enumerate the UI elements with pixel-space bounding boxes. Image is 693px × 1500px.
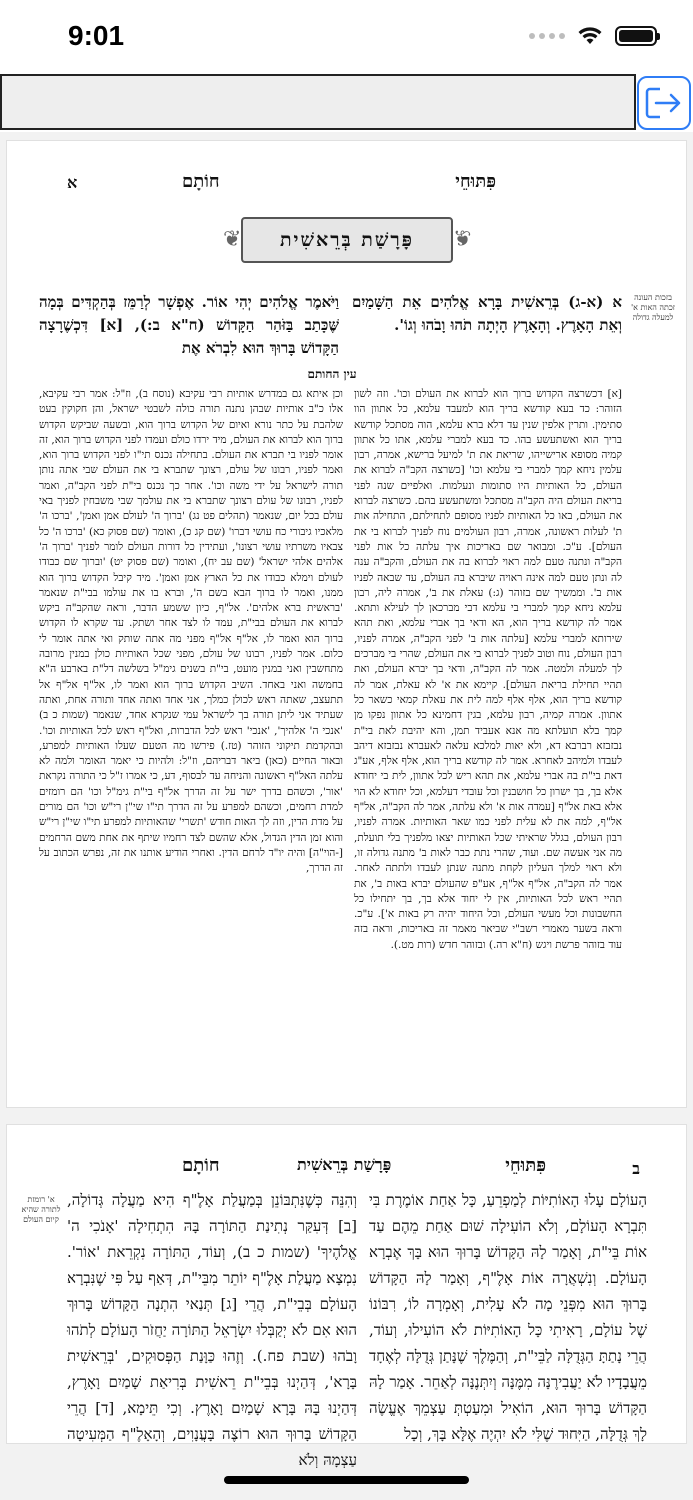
- exit-arrow-icon: [644, 85, 684, 121]
- page-header-right: פִּתּוּחֵי: [455, 171, 496, 192]
- exit-button[interactable]: [637, 76, 691, 130]
- side-note: בזכות העונה זכתה האות א' למעלה גדולה: [630, 293, 676, 322]
- status-bar: [0, 0, 693, 74]
- wifi-icon: [577, 26, 603, 46]
- page-header-middle: פָּרָשַׁת בְּרֵאשִׁית: [297, 1155, 392, 1174]
- book-page-1[interactable]: [6, 140, 687, 1108]
- page-number: ב: [632, 1159, 640, 1178]
- commentary-left-column: וכן איתא גם במדרש אותיות רבי עקיבא (נוסח ב), וז"ל: אמר רבי עקיבא, אלו כ"ב אותיות שבהן נתנה תורה כולה לשבטי ישראל, והן חקוקין בעט שלהבת על כתר נורא ואיום של הקדוש ברוך הוא, ובשעה שביקש הקדוש ברוך הוא לברוא את העולם, מיד ירדו כולם ועמדו לפני הקדוש ברוך הוא, זה אומר לפניו בי תברא את העולם. בתחילה נכנס תי"ו לפני הקדוש ברוך הוא, ואמר לפניו, רבונו של עולם, רצונך שתברא בי את העולם שבי אתה נותן תורה לישראל על ידי משה וכו'. אחר כך נכנס בי"ת לפני הקב"ה, ואמר לפניו, רבונו של עולם רצונך שתברא בי את עולמך שבי משבחין לפניך באי עולם בכל יום, שנאמר (תהלים פט נג) 'ברוך ה' לעולם אמן ואמן', 'ברכו ה' מלאכיו גיבורי כח עושי דברו' (שם קג כ), ואומר (שם פסוק כא) 'ברכו ה' כל צבאיו משרתיו עושי רצונו', ועתידין כל דורות העולם לומר לפניך 'ברוך ה' אלהים אלהי ישראל' (שם עב יח), ואומר (שם פסוק יט) 'וברוך שם כבודו לעולם וימלא כבודו את כל הארץ אמן ואמן'. מיד קיבל הקדוש ברוך הוא ממנו, ואמר לו ברוך הבא בשם ה', וברא בו את עולמו בבי"ת שנאמר 'בראשית ברא אלהים'. אל"ף, כיון ששמע הדבר, וראה שהקב"ה ביקש לברוא את העולם בבי"ת, עמד לו לצד אחר ושתק. עד שקרא לו הקדוש ברוך הוא ואמר לו, אל"ף אל"ף מפני מה אתה שותק ואי אתה אומר לי כלום. אמר לפניו, רבונו של עולם, מפני שכל האותיות כולן במנין מרובה מתחשבין ואני במנין מועט, בי"ת בשנים גימ"ל בשלשה דל"ת בארבע ה"א בחמשה ואני באחד. השיב הקדוש ברוך הוא ואמר לו, אל"ף אל"ף אל תתעצב, שאתה ראש לכולן כמלך, אני אחד ואתה אחד ותורה אחת, ואתה שעתיד אני ליתן תורה בך לישראל עמי שנקרא אחד, שנאמר (שמות כ ב) 'אנכי ה' אלהיך', 'אנכי' ראש לכל הדברות, ואל"ף ראש לכל האותיות וכו'. ובהקדמת תיקוני הזוהר (טז.) פירשו מה הטעם שעלו האותיות למפרע, ובאור החיים (כאן) ביאר דבריהם, וז"ל: ולהיות כי יאמר האומר ולמה לא עלתה האל"ף ראשונה והניחה עד לבסוף, דע, כי אמרו ז"ל כי התורה נקראת 'אור', וכשהם בדרך ישר על זה הדרך אל"ף בי"ת גימ"ל וכו' הם רומזים למדת רחמים, וכשהם למפרע על זה הדרך תי"ו שי"ן רי"ש וכו' הם מורים על מדת הדין, וזה לך האות חודש 'תשרי' שהאותיות למפרע תי"ו שי"ן רי"ש והוא זמן הדין הגדול, אלא שהשם לצד רחמיו שיתף את אחת משם הרחמים [-הוי"ה] והיה יו"ד לרחם הדין. ואחרי הודיע אותנו את זה, נפרש הכתוב על זה הדרך,: [39, 388, 343, 875]
- status-time: 9:01: [68, 20, 125, 51]
- commentary-right-column: [א] דכשרצה הקדוש ברוך הוא לברוא את העולם וכו'. וזה לשון הזוהר: כד בעא קודשא בריך הוא למעבד עלמא, כל אתוון הוו סתימין. ותרין אלפין שנין עד דלא ברא עלמא, הוה מסתכל קודשא בריך הוא ואשתעשע בהו. כד בעא למברי עלמא, אתו כל אתוון קמיה מסופא ארישייהו, שריאת את ת' למיעל ברישא, אמרה, רבון עלמין ניחא קמך למברי בי עלמא וכו' [כשרצה הקב"ה לברוא את העולם, כל האותיות היו סתומות ונעלמות. ואלפיים שנה לפני בריאת העולם היה הקב"ה מסתכל ומשתעשע בהם. כשרצה לברוא את העולם, באו כל האותיות לפניו מסופם לתחילתם, התחילה אות ת' לעלות ראשונה, אמרה, רבון העולמים נוח לפניך לברוא בי את העולם]. ע"כ. ומבואר שם באריכות איך עלתה כל אות לפני הקב"ה ונתנה טעם למה ראוי לברוא בה את העולם, והקב"ה ענה לה ונתן טעם למה אינה ראויה שיברא בה העולם, עד שבאה לפניו אות ב'. וממשיך שם בזוהר (ג:) עאלת את ב', אמרה ליה, רבון עלמא ניחא קמך למברי בי עלמא דבי מברכאן לך לעילא ותתא. אמר לה קודשא בריך הוא, הא ודאי בך אברי עלמא, ואת תהא שירותא למברי עלמא [עלתה אות ב' לפני הקב"ה, אמרה לפניו, רבון העולם, נוח וטוב לפניך לברוא בי את העולם, שהרי בי מברכים לך למעלה ולמטה. אמר לה הקב"ה, ודאי בך יברא העולם, ואת תהיי תחילת בריאת העולם]. קיימא את א' לא עאלת, אמר לה קודשא בריך הוא, אלף אלף למה לית את עאלת קמאי כשאר כל אתוון. אמרה קמיה, רבון עלמא, בגין דחמינא כל אתוון נפקו מן קמך בלא תועלתא מה אנא אעביד תמן, והא יהיבת לאת בי"ת נבזבזא רברבא דא, ולא יאות למלכא עלאה לאעברא נבזבזא דיהב לעבדו ולמיהב לאחרא. אמר לה קודשא בריך הוא, אלף אלף, אע"ג דאת בי"ת בה אברי עלמא, את תהא ריש לכל אתוון, לית בי יחודא אלא בך, בך ישרון כל חושבנין וכל עובדי דעלמא, וכל יחודא לא הוי אלא באת אל"ף [עמדה אות א' ולא עלתה, אמר לה הקב"ה, אל"ף אל"ף, למה את לא עלית לפני כמו שאר האותיות. אמרה לפניו, רבון העולם, בגלל שראיתי שכל האותיות יצאו מלפניך בלי תועלת, מה אני אעשה שם. ועוד, שהרי נתת כבר לאות ב' מתנה גדולה זו, ולא ראוי למלך העליון לקחת מתנה שנתן לעבדו ולתתה לאחר. אמר לה הקב"ה, אל"ף אל"ף, אע"פ שהעולם יברא באות ב', את תהיי ראש לכל האותיות, אין לי יחוד אלא בך, בך יתחילו כל החשבונות וכל מעשי העולם, וכל היחוד יהיה רק באות א']. ע"כ. וראה בשער מאמרי רשב"י שביאר מאמר זה באריכות, וראה בזה עוד בזוהר פרשת ויגש (ח"א רה.) ובזוהר חדש (רות מט.).: [354, 388, 622, 951]
- commentary-title: עין החותם: [307, 367, 357, 381]
- parasha-banner: [241, 217, 453, 263]
- page-header-left: חוֹתָם: [182, 171, 220, 192]
- battery-icon: [615, 26, 657, 46]
- signal-dots-icon: [529, 33, 565, 39]
- side-note: א' רומזת לתורה שהיא קיום העולם: [21, 1195, 61, 1224]
- commentary-header: [37, 367, 627, 387]
- home-indicator: [224, 1476, 469, 1484]
- top-toolbar: [0, 74, 693, 132]
- address-field[interactable]: [0, 74, 636, 130]
- parasha-title: ❦ פָּרָשַׁת בְּרֵאשִׁית: [279, 228, 415, 251]
- book-page-2[interactable]: [6, 1124, 687, 1469]
- page-header-left: חוֹתָם: [182, 1155, 220, 1176]
- main-text-right: הָעוֹלָם עָלוּ הָאוֹתִיּוֹת לְמַפְרֵעַ, כָּל אַחַת אוֹמֶרֶת בִּי תִּבְרָא הָעוֹלָם, וְלֹא הוֹעִילָה שׁוּם אַחַת מֵהֶם עַד אוֹת בֵּי"ת, וְאָמַר לָהּ הַקָּדוֹשׁ בָּרוּךְ הוּא בָּךְ אֶבְרָא הָעוֹלָם. וְנִשְׁאֲרָה אוֹת אָלֶ"ף, וְאָמַר לָהּ הַקָּדוֹשׁ בָּרוּךְ הוּא מִפְּנֵי מָה לֹא עָלִית, וְאָמְרָה לוֹ, רִבּוֹנוֹ שֶׁל עוֹלָם, רָאִיתִי כָּל הָאוֹתִיּוֹת לֹא הוֹעִילוּ, וְעוֹד, הֲרֵי נָתַתָּ הַגְּדֻלָּה לַבֵּי"ת, וְהַמֶּלֶךְ שֶׁנָּתַן גְּדֻלָּה לְאֶחָד מֵעֲבָדָיו לֹא יַעֲבִירֶנָּה מִמֶּנָּה וְיִתְּנֶנָּה לְאַחֵר. אָמַר לָהּ הַקָּדוֹשׁ בָּרוּךְ הוּא, הוֹאִיל וּמִעַטְתְּ עַצְמֵךְ אֶעֱשֶׂה לָךְ גְּדֻלָּה, הַיִּחוּד שֶׁלִּי לֹא יִהְיֶה אֶלָּא בָּךְ, וְכָל: [369, 1191, 647, 1443]
- page-header-right: פִּתּוּחֵי: [505, 1155, 546, 1176]
- status-icons: [529, 26, 657, 46]
- main-text-left: וְהִנֵּה כְּשֶׁנִּתְבּוֹנֵן בְּמַעֲלַת אָלֶ"ף הִיא מַעֲלָה גְּדוֹלָה, [ב] דְּעִקַּר נְתִינַת הַתּוֹרָה בָּהּ הִתְחִילָה 'אָנֹכִי ה' אֱלֹהֶיךָ' (שמות כ ב), וְעוֹד, הַתּוֹרָה נִקְרֵאת 'אוֹר'. נִמְצָא מַעֲלַת אָלֶ"ף יוֹתֵר מִבֵּי"ת, דְּאַף עַל פִּי שֶׁנִּבְרָא הָעוֹלָם בְּבֵי"ת, הֲרֵי [ג] תְּנַאי הִתְנָה הַקָּדוֹשׁ בָּרוּךְ הוּא אִם לֹא יְקַבְּלוּ יִשְׂרָאֵל הַתּוֹרָה יַחֲזֹר הָעוֹלָם לְתֹהוּ וָבֹהוּ (שבת פח.). וְזֶהוּ כַּוָּנַת הַפְּסוּקִים, 'בְּרֵאשִׁית בָּרָא', דְּהַיְנוּ בְּבֵי"ת רֵאשִׁית בְּרִיאַת שָׁמַיִם וָאָרֶץ, דְּהַיְנוּ בָּהּ בָּרָא שָׁמַיִם וָאָרֶץ. וְכִי תֵּימָא, [ד] הֲרֵי הַקָּדוֹשׁ בָּרוּךְ הוּא רוֹצֶה בָּעֲנָוִים, וְהָאָלֶ"ף הַמְּעִיטָה עַצְמָהּ וְלֹא: [67, 1191, 357, 1469]
- page-number: א: [67, 173, 78, 192]
- main-text-right: א (א-ג) בְּרֵאשִׁית בָּרָא אֱלֹהִים אֵת הַשָּׁמַיִם וְאֵת הָאָרֶץ. וְהָאָרֶץ הָיְתָה תֹהוּ וָבֹהוּ וְגוֹ'.: [352, 293, 622, 334]
- main-text-left: וַיֹּאמֶר אֱלֹהִים יְהִי אוֹר. אֶפְשָׁר לְרַמֵּז בְּהַקְדִּים בְּמָה שֶּׁכָּתַב בַּזֹּהַר הַקָּדוֹשׁ (ח"א ב:), [א] דִּכְשֶׁרָצָה הַקָּדוֹשׁ בָּרוּךְ הוּא לִבְרֹא אֶת: [39, 293, 339, 357]
